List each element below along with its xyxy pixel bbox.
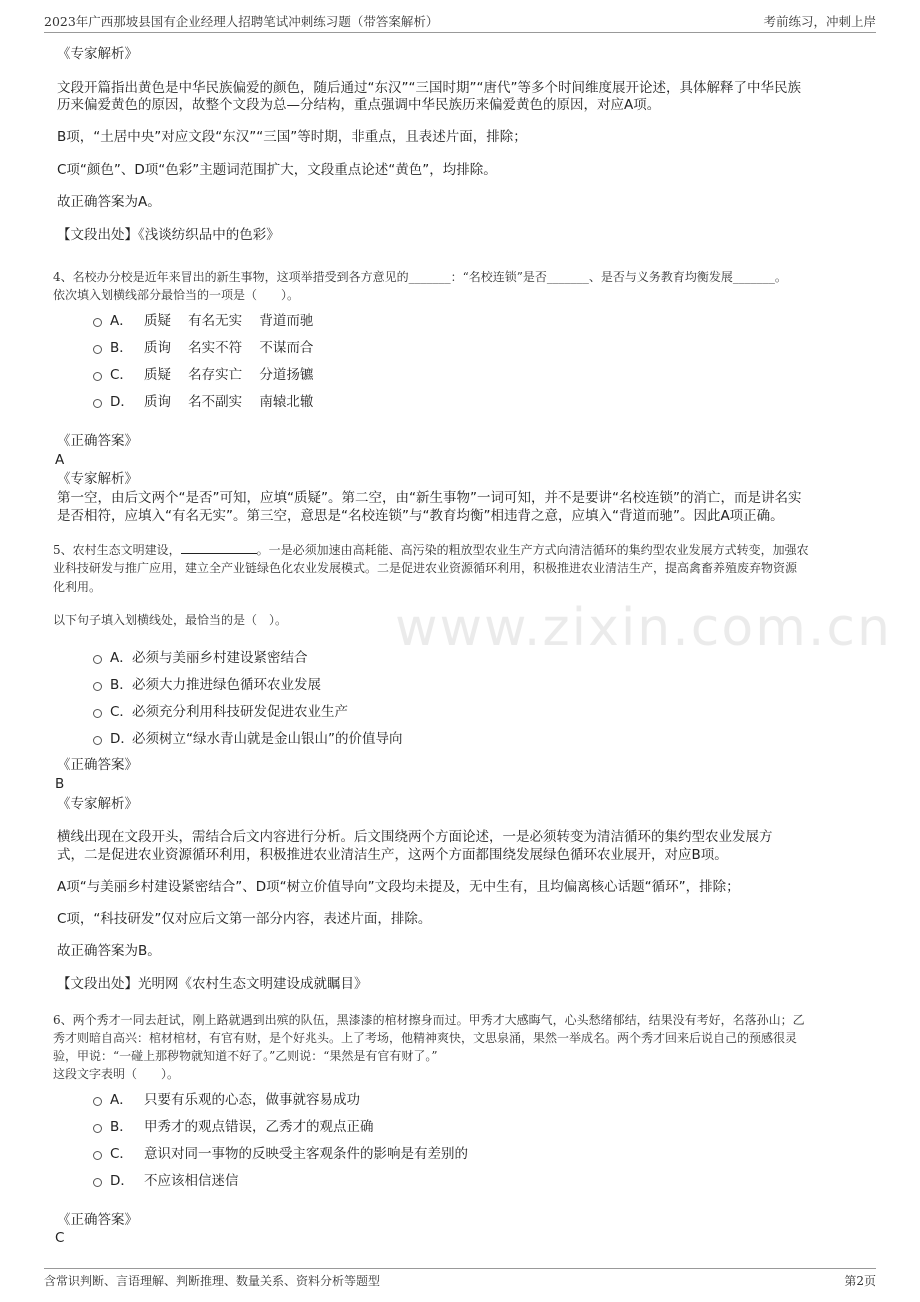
analysis-paragraph: 式，二是促进农业资源循环利用，积极推进农业清洁生产，这两个方面都围绕发展绿色循环农业展开，对应B项。 (57, 847, 728, 863)
footer-text: 含常识判断、言语理解、判断推理、数量关系、资料分析等题型 (44, 1274, 381, 1288)
analysis-paragraph: 文段开篇指出黄色是中华民族偏爱的颜色，随后通过“东汉”“三国时期”“唐代”等多个时间维度展开论述，具体解释了中华民族 (57, 80, 801, 96)
option-c[interactable]: C． 质疑 名存实亡 分道扬镳 (93, 363, 313, 383)
radio-icon[interactable] (93, 345, 102, 354)
analysis-paragraph: C项“颜色”、D项“色彩”主题词范围扩大，文段重点论述“黄色”，均排除。 (57, 162, 497, 178)
analysis-label: 《专家解析》 (57, 796, 138, 812)
footer-divider (44, 1268, 876, 1269)
radio-icon[interactable] (93, 318, 102, 327)
radio-icon[interactable] (93, 709, 102, 718)
option-c[interactable]: C． 意识对同一事物的反映受主客观条件的影响是有差别的 (93, 1142, 468, 1162)
radio-icon[interactable] (93, 682, 102, 691)
question-stem: 秀才则暗自高兴：棺材棺材，有官有财，是个好兆头。上了考场，他精神爽快，文思泉涌，果然一举成名。两个秀才回来后说自己的预感很灵 (53, 1031, 798, 1045)
question-stem: 5、农村生态文明建设， 。一是必须加速由高耗能、高污染的粗放型农业生产方式向清洁循环的集约型农业发展方式转变，加强农 (53, 543, 809, 557)
radio-icon[interactable] (93, 655, 102, 664)
option-b[interactable]: B． 甲秀才的观点错误，乙秀才的观点正确 (93, 1115, 374, 1135)
answer-label: 《正确答案》 (57, 1212, 138, 1228)
question-prompt: 以下句子填入划横线处，最恰当的是（ ）。 (53, 613, 288, 627)
analysis-paragraph: C项，“科技研发”仅对应后文第一部分内容，表述片面，排除。 (57, 911, 432, 927)
analysis-paragraph: 历来偏爱黄色的原因，故整个文段为总—分结构，重点强调中华民族历来偏爱黄色的原因，对应A项。 (57, 97, 661, 113)
header-title: 2023年广西那坡县国有企业经理人招聘笔试冲刺练习题（带答案解析） (44, 14, 439, 29)
question-stem: 化利用。 (53, 580, 102, 594)
radio-icon[interactable] (93, 1124, 102, 1133)
answer-value: A (55, 452, 65, 468)
analysis-paragraph: A项“与美丽乡村建设紧密结合”、D项“树立价值导向”文段均未提及，无中生有，且均偏离核心话题“循环”，排除； (57, 879, 740, 895)
conclusion: 故正确答案为A。 (57, 194, 161, 210)
source-citation: 【文段出处】《浅谈纺织品中的色彩》 (57, 227, 280, 243)
analysis-paragraph: 横线出现在文段开头，需结合后文内容进行分析。后文围绕两个方面论述，一是必须转变为清洁循环的集约型农业发展方 (57, 829, 773, 845)
watermark: www.zixin.com.cn (395, 598, 892, 658)
question-stem: 4、名校办分校是近年来冒出的新生事物，这项举措受到各方意见的_______：“名校连锁”是否_______、是否与义务教育均衡发展_______。 (53, 270, 787, 284)
option-d[interactable]: D． 必须树立“绿水青山就是金山银山”的价值导向 (93, 727, 403, 747)
analysis-label: 《专家解析》 (57, 46, 138, 62)
radio-icon[interactable] (93, 1097, 102, 1106)
header-divider (44, 32, 876, 33)
analysis-label: 《专家解析》 (57, 471, 138, 487)
option-b[interactable]: B． 必须大力推进绿色循环农业发展 (93, 673, 321, 693)
answer-label: 《正确答案》 (57, 757, 138, 773)
radio-icon[interactable] (93, 1178, 102, 1187)
option-a[interactable]: A． 质疑 有名无实 背道而驰 (93, 309, 313, 329)
option-b[interactable]: B． 质询 名实不符 不谋而合 (93, 336, 313, 356)
answer-label: 《正确答案》 (57, 433, 138, 449)
radio-icon[interactable] (93, 372, 102, 381)
option-c[interactable]: C． 必须充分利用科技研发促进农业生产 (93, 700, 348, 720)
question-prompt: 这段文字表明（ ）。 (53, 1067, 180, 1081)
question-stem: 6、两个秀才一同去赶试，刚上路就遇到出殡的队伍，黑漆漆的棺材擦身而过。甲秀才大感晦气，心头愁绪郁结，结果没有考好，名落孙山；乙 (53, 1013, 805, 1027)
radio-icon[interactable] (93, 1151, 102, 1160)
analysis-paragraph: 是否相符，应填入“有名无实”。第三空，意思是“名校连锁”与“教育均衡”相违背之意，应填入“背道而驰”。因此A项正确。 (57, 508, 784, 524)
answer-value: C (55, 1230, 65, 1246)
option-a[interactable]: A． 只要有乐观的心态，做事就容易成功 (93, 1088, 360, 1108)
header-slogan: 考前练习，冲刺上岸 (763, 14, 876, 29)
analysis-paragraph: B项，“土居中央”对应文段“东汉”“三国”等时期，非重点，且表述片面，排除； (57, 129, 527, 145)
source-citation: 【文段出处】光明网《农村生态文明建设成就瞩目》 (57, 976, 368, 992)
option-a[interactable]: A． 必须与美丽乡村建设紧密结合 (93, 646, 308, 666)
question-stem: 业科技研发与推广应用，建立全产业链绿色化农业发展模式。二是促进农业资源循环利用，积极推进农业清洁生产，提高禽畜养殖废弃物资源 (53, 561, 798, 575)
fill-blank (181, 541, 257, 554)
radio-icon[interactable] (93, 399, 102, 408)
analysis-paragraph: 第一空，由后文两个“是否”可知，应填“质疑”。第二空，由“新生事物”一词可知，并不是要讲“名校连锁”的消亡，而是讲名实 (57, 490, 802, 506)
question-stem: 依次填入划横线部分最恰当的一项是（ ）。 (53, 288, 300, 302)
conclusion: 故正确答案为B。 (57, 943, 161, 959)
radio-icon[interactable] (93, 736, 102, 745)
option-d[interactable]: D． 不应该相信迷信 (93, 1169, 239, 1189)
answer-value: B (55, 776, 65, 792)
question-stem: 验，甲说：“一碰上那秽物就知道不好了。”乙则说：“果然是有官有财了。” (53, 1049, 438, 1063)
page-number: 第2页 (844, 1274, 876, 1288)
option-d[interactable]: D． 质询 名不副实 南辕北辙 (93, 390, 313, 410)
